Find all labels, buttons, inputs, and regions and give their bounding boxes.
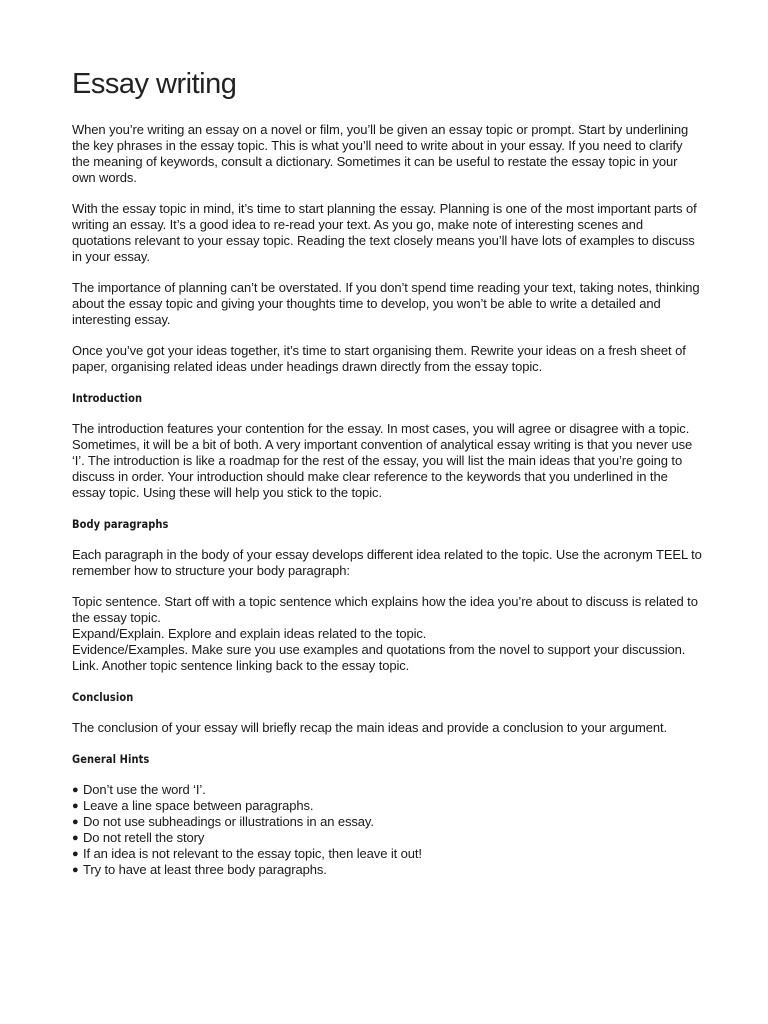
hint-text: Try to have at least three body paragraphs. xyxy=(83,862,327,877)
bullet-icon: ● xyxy=(72,864,79,876)
general-hints-list xyxy=(72,782,702,878)
list-item xyxy=(72,782,702,798)
introduction-heading: Introduction xyxy=(72,391,143,405)
list-item xyxy=(72,846,702,862)
conclusion-heading: Conclusion xyxy=(72,690,134,704)
document-page xyxy=(72,64,702,878)
teel-item-evidence: Evidence/Examples. Make sure you use examples and quotations from the novel to support your discussion. xyxy=(72,642,686,657)
hint-text: If an idea is not relevant to the essay topic, then leave it out! xyxy=(83,846,422,861)
hint-text: Do not retell the story xyxy=(83,830,205,845)
list-item xyxy=(72,862,702,878)
list-item xyxy=(72,798,702,814)
hint-text: Leave a line space between paragraphs. xyxy=(83,798,314,813)
bullet-icon: ● xyxy=(72,816,79,828)
bullet-icon: ● xyxy=(72,832,79,844)
body-paragraph: Each paragraph in the body of your essay develops different idea related to the topic. Use the acronym TEEL to remember how to structure your body paragraph: xyxy=(72,547,702,578)
list-item xyxy=(72,814,702,830)
general-hints-heading: General Hints xyxy=(72,752,150,766)
bullet-icon: ● xyxy=(72,784,79,796)
body-paragraphs-heading: Body paragraphs xyxy=(72,517,169,531)
introduction-paragraph: The introduction features your contention for the essay. In most cases, you will agree or disagree with a topic. Sometimes, it will be a bit of both. A very important convention of analytical essay writing is that you never use ‘I’. The introduction is like a roadmap for the rest of the essay, you will list the main ideas that you’re going to discuss in order. Your introduction should make clear reference to the keywords that you underlined in the essay topic. Using these will help you stick to the topic. xyxy=(72,421,693,500)
teel-item-expand: Expand/Explain. Explore and explain ideas related to the topic. xyxy=(72,626,427,641)
bullet-icon: ● xyxy=(72,800,79,812)
intro-paragraph-3: The importance of planning can’t be overstated. If you don’t spend time reading your text, taking notes, thinking about the essay topic and giving your thoughts time to develop, you won’t be able to write a detailed and interesting essay. xyxy=(72,280,700,327)
list-item xyxy=(72,830,702,846)
page-title: Essay writing xyxy=(72,68,237,100)
intro-paragraph-2: With the essay topic in mind, it’s time to start planning the essay. Planning is one of the most important parts of writing an essay. It’s a good idea to re-read your text. As you go, make note of interesting scenes and quotations relevant to your essay topic. Reading the text closely means you’ll have lots of examples to discuss in your essay. xyxy=(72,201,697,264)
intro-paragraph-1: When you’re writing an essay on a novel or film, you’ll be given an essay topic or prompt. Start by underlining the key phrases in the essay topic. This is what you’ll need to write about in your essay. If you need to clarify the meaning of keywords, consult a dictionary. Sometimes it can be useful to restate the essay topic in your own words. xyxy=(72,122,689,185)
bullet-icon: ● xyxy=(72,848,79,860)
teel-list xyxy=(72,594,702,674)
teel-item-link: Link. Another topic sentence linking back to the essay topic. xyxy=(72,658,410,673)
hint-text: Do not use subheadings or illustrations in an essay. xyxy=(83,814,374,829)
intro-paragraph-4: Once you’ve got your ideas together, it’s time to start organising them. Rewrite your ideas on a fresh sheet of paper, organising related ideas under headings drawn directly from the essay topic. xyxy=(72,343,686,374)
hint-text: Don’t use the word ‘I’. xyxy=(83,782,206,797)
teel-item-topic: Topic sentence. Start off with a topic sentence which explains how the idea you’re about to discuss is related to the essay topic. xyxy=(72,594,698,625)
conclusion-paragraph: The conclusion of your essay will briefly recap the main ideas and provide a conclusion to your argument. xyxy=(72,720,668,735)
